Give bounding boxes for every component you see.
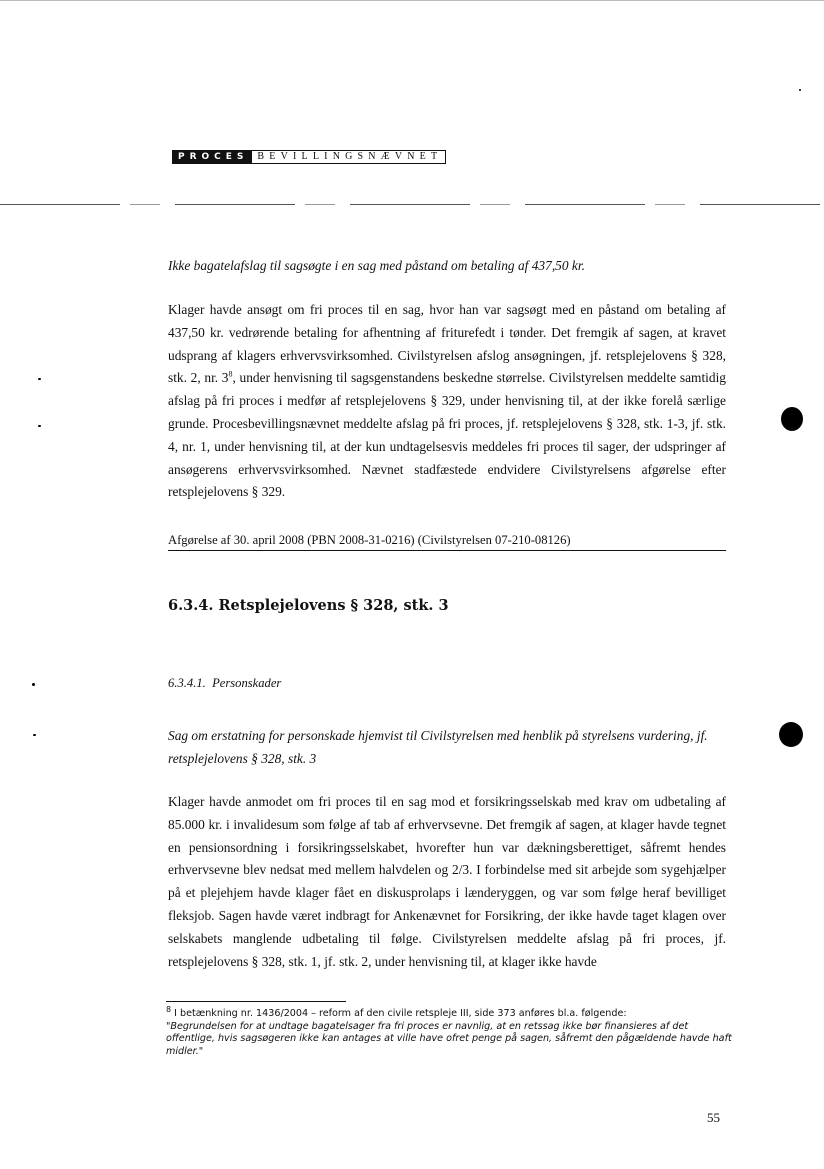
- case1-reference-rule: [168, 550, 726, 551]
- logo-bevillingsnaevnet-text: BEVILLINGSNÆVNET: [251, 150, 446, 164]
- footnote-rule: [166, 1001, 346, 1002]
- case2-heading: Sag om erstatning for personskade hjemvist til Civilstyrelsen med henblik på styrelsens vurdering, jf. retsplejelovens § 328, stk. 3: [168, 728, 708, 766]
- publisher-logo: [172, 150, 446, 164]
- case1-heading: Ikke bagatelafslag til sagsøgte i en sag med påstand om betaling af 437,50 kr.: [168, 258, 585, 273]
- scan-edge-line: [0, 0, 824, 1]
- footnote-number: 8: [166, 1004, 172, 1014]
- section-title: 6.3.4. Retsplejelovens § 328, stk. 3: [168, 597, 449, 614]
- header-rule: [0, 204, 824, 205]
- footnote-intro-text: I betænkning nr. 1436/2004 – reform af den civile retspleje III, side 373 anføres bl.a. følgende:: [174, 1008, 627, 1019]
- scan-speck: [32, 683, 35, 686]
- scan-speck: [38, 378, 41, 380]
- punch-hole-top: [781, 407, 803, 431]
- footnote-intro: [166, 1004, 732, 1021]
- scan-speck: [799, 89, 801, 91]
- logo-proces-text: PROCES: [172, 150, 251, 164]
- footnote-8: [166, 1004, 732, 1058]
- subsection-title: 6.3.4.1. Personskader: [168, 676, 282, 690]
- footnote-ref-8: 8: [228, 369, 233, 379]
- scan-speck: [33, 734, 36, 736]
- page-number: 55: [707, 1110, 720, 1125]
- case2-body: Klager havde anmodet om fri proces til en sag mod et forsikringsselskab med krav om udbetaling af 85.000 kr. i invalidesum som følge af tab af erhvervsevne. Det fremgik af sagen, at klager havde tegnet en pensionsordning i forsikringsselskabet, hvorefter hun var dækningsberettiget, såfremt hendes erhvervsevne blev nedsat med mellem halvdelen og 2/3. I forbindelse med sit arbejde som sygehjælper på et plejehjem havde klager fået en diskusprolaps i lænderyggen, og var som følge heraf bevilliget fleksjob. Sagen havde været indbragt for Ankenævnet for Forsikring, der ikke havde taget klagen over selskabets manglende udbetaling til følge. Civilstyrelsen meddelte afslag på fri proces, jf. retsplejelovens § 328, stk. 1, jf. stk. 2, under henvisning til, at klager ikke havde: [168, 794, 726, 969]
- case1-body-text-a: Klager havde ansøgt om fri proces til en sag, hvor han var sagsøgt med en påstand om betaling af 437,50 kr. vedrørende betaling for afhentning af friturefedt i tønder. Det fremgik af sagen, at kravet udsprang af klagers erhvervsvirksomhed. Civilstyrelsen afslog ansøgningen, jf. retsplejelovens § 328, stk. 2, nr. 3: [168, 302, 726, 386]
- case1-body: [168, 299, 726, 504]
- punch-hole-bottom: [779, 722, 803, 747]
- footnote-quote: "Begrundelsen for at undtage bagatelsager fra fri proces er navnlig, at en retssag ikke bør finansieres af det offentlige, hvis sagsøgeren ikke kan antages at ville have ofret penge på sagen, såfremt den pågældende havde haft midler.": [166, 1020, 732, 1057]
- scan-speck: [38, 425, 41, 427]
- case1-body-text-b: , under henvisning til sagsgenstandens beskedne størrelse. Civilstyrelsen meddelte samtidig afslag på fri proces i medfør af retsplejelovens § 329, under henvisning til, at der ikke forelå særlige grunde. Procesbevillingsnævnet meddelte afslag på fri proces, jf. retsplejelovens § 328, stk. 1-3, jf. stk. 4, nr. 1, under henvisning til, at der kun undtagelsesvis meddeles fri proces til sager, der udspringer af ansøgerens erhvervsvirksomhed. Nævnet stadfæstede endvidere Civilstyrelsens afgørelse efter retsplejelovens § 329.: [168, 370, 726, 500]
- case1-reference: Afgørelse af 30. april 2008 (PBN 2008-31-0216) (Civilstyrelsen 07-210-08126): [168, 533, 571, 547]
